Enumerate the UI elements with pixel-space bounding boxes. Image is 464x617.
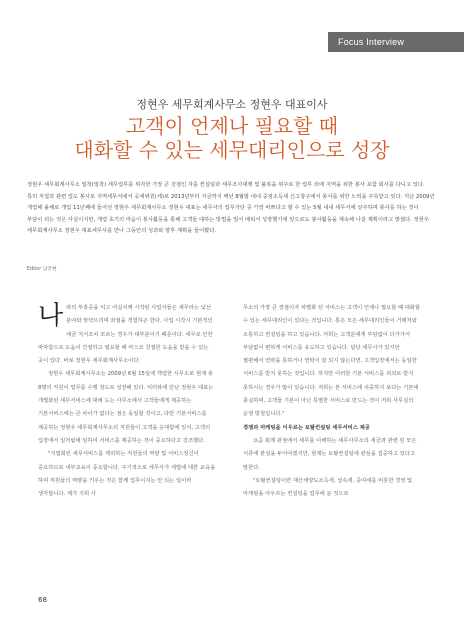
left-column [38, 302, 216, 592]
article-title-line-1: 고객이 언제나 필요할 때 [125, 114, 339, 138]
article-intro: 정현우 세무회계사무소 밀착(밀착) 세무업무를 위자한 가장 큰 강점인 자를 컨설팅과 세무조사대행 및 불복을 위주로 한 업무 외에 지역을 위한 봉사 포함 회사를 다니고 있다. 특히 직접과 관련 업도 봉사로 지역세무서에서 공세위원(세)로 2013년부터 지금까지 매년 8월말 내내 중점소득세 신고창구에서 봉사를 위한 노력을 주목받고 있다. 지난 2009년 개업해 올해로 개업 11년째에 들어선 정현우 세무회계사무소 정현우 대표는 세무사의 업무가단 중 가장 바쁘다고 할 수 있는 5월 내내 세무서에 상주하며 봉사를 하는 것이 부담이 되는 것은 사실이지만, 개업 초기의 마음이 봉사활동을 통해 고객들 대하는 방법을 빌어 배워서 성장했기에 앞으로도 봉사활동을 계속해 나갈 계획이라고 밝혔다. 정현우 세무회계사무소 정현우 대표세무사를 만나 그동안의 성과와 향후 계획을 들어봤다. [27, 182, 435, 235]
page-number: 68 [38, 596, 47, 604]
right-column [243, 302, 421, 612]
body-paragraph: "지엽회된 세무서비스를 제외하는 직원들의 역량 및 서비스정신이 중요하므로 내부교육이 중요합니다. 주기적으로 세무사가 세법에 대한 교육을 하며 직원들의 역량을 키우는 것은 함께 업무이지는 안 되는 일이라 생각합니다. 제가 지희 사 [38, 451, 216, 498]
interviewee-subtitle: 정현우 세무회계사무소 정현우 대표이사 [136, 98, 328, 111]
body-paragraph: 정현우 세무회계사무소는 2009년 6월 15일에 개업한 사무소로 현재 총 8명의 직원이 업무를 수행 정도로 성장해 있다. 익터뷰에 만난 정현우 대표는 개별화된 세무서비스에 대해 도는 사무소에서 고객들에게 제공하는 기본서비스에는 큰 차이가 없다는 점은 동일할 것이고, 다만 기본서비스를 제공하는 정현우 세무회계사무소의 직원들이 고객을 응대함에 있어, 고객의 입장에서 일처럼에 임하여 서비스를 제공하는 것이 중요하다고 강조했다. [38, 371, 214, 444]
drop-cap: 나 [38, 302, 64, 331]
section-heading: 경쟁과 마케팅을 이우르는 토탈컨설팅 세무서비스 제공 [243, 424, 370, 431]
article-title-line-2: 대화할 수 있는 세무대리인으로 성장 [74, 138, 390, 162]
section-badge: Focus Interview [328, 32, 464, 52]
editor-credit: Editor 남궁현 [27, 267, 57, 272]
body-paragraph: 요즘 회계 관점에서 세무를 이해하는 세무사무소의 세금과 관련 된 모든 서류에 관심을 두어야겠지만, 현재는 토탈컨설팅에 관심을 집중하고 있다고 말한다. [243, 437, 417, 471]
body-paragraph: "토탈컨설팅이란 재산세양도소득세, 상속세, 증여세를 비롯한 경영 및 마케팅을 아우르는 컨설팅을 업무에 둔 것으로 [243, 477, 413, 498]
body-paragraph: 무소의 가장 큰 장점이자 차별화 된 서비스는 고객이 언제나 필요할 때 대화할 수 있는 세무대리인이 있다는 것입니다. 통은 모든 세무대리인들이 거래처와 소통하고 컨설팅을 하고 있습니다. 저희는 고객분에게 부담없이 다가가서 부담없이 편하게 서비스를 유도하고 있습니다. 담당 세무사가 있지만 필편해서 연락을 못하거나 연락이 잘 되지 않는다면, 고객입장에서는 동일한 서비스를 받지 못하는 것입니다. 하지만 이러한 기본 서비스를 외외로 받지 못하시는 경우가 많이 있습니다. 저희는 본 서비스에 치중하지 보다는 기본에 충실하며, 고객들 기본이 아닌 특별한 서비스로 만드는 것이 저희 사무실의 운영 방침입니다." [243, 305, 421, 418]
body-paragraph: 라의 부흥공을 익고 여실치께 시작된 사업자들은 세무라는 낯선 분야와 맞닥뜨리며 좌절을 경험하곤 한다. 사업 시작시 기본적인 세금 지식조차 모르는 경우가 대부분이기 때문이다. 세무로 인한 막막함으로 도움이 간절하고 필요할 때 마스코 친절한 도움을 받을 수 있는 곳이 있다. 바로 정현우 세무회계사무소이다. [38, 305, 213, 365]
